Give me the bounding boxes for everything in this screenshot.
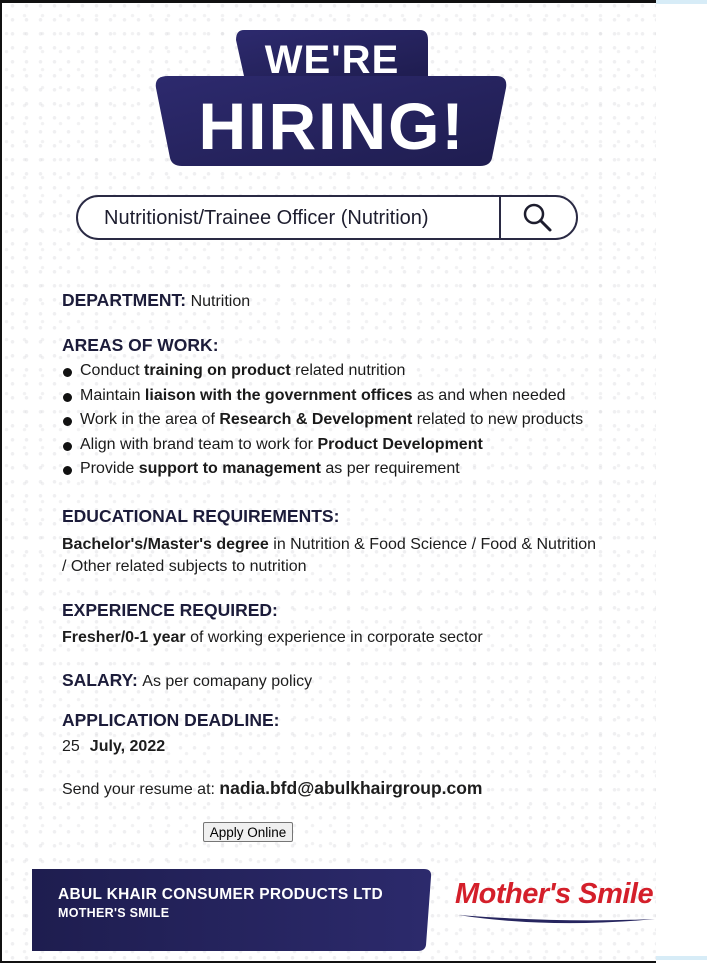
deadline-date: 25 July, 2022 [62,738,166,755]
apply-online-button[interactable]: Apply Online [203,822,293,842]
hiring-banner [152,30,512,170]
salary-label: SALARY: [62,670,138,690]
areas-heading: AREAS OF WORK: [62,335,219,355]
list-item: Work in the area of Research & Development related to new products [62,408,642,433]
education-text: Bachelor's/Master's degree in Nutrition & Food Science / Food & Nutrition / Other related subjects to nutrition [62,536,597,575]
list-item: Maintain liaison with the government offices as and when needed [62,384,642,409]
salary-value: As per comapany policy [142,673,313,690]
mothers-smile-logo [450,875,656,935]
list-item: Conduct training on product related nutrition [62,359,642,384]
experience-text: Fresher/0-1 year of working experience in corporate sector [62,629,483,646]
list-item: Align with brand team to work for Product Development [62,433,642,458]
salary-row [62,670,312,691]
resume-row [62,778,482,799]
right-margin [656,0,707,960]
search-icon[interactable] [520,201,556,235]
resume-email[interactable]: nadia.bfd@abulkhairgroup.com [219,778,483,798]
company-name: ABUL KHAIR CONSUMER PRODUCTS LTD [58,886,384,903]
areas-list [62,359,642,482]
education-heading: EDUCATIONAL REQUIREMENTS: [62,506,340,526]
footer-banner [32,869,432,951]
banner-line1: WE'RE [264,38,400,82]
top-edge [656,0,707,4]
experience-heading: EXPERIENCE REQUIRED: [62,600,278,620]
job-title-search-bar[interactable] [76,195,578,240]
resume-label: Send your resume at: [62,781,220,798]
banner-line2: HIRING! [198,89,466,163]
brand-name: Mother's Smile [455,878,654,910]
list-item: Provide support to management as per requirement [62,457,642,482]
department-row [62,290,250,311]
department-value: Nutrition [190,293,251,310]
company-sub: MOTHER'S SMILE [58,906,170,920]
logo-swoosh-icon [450,909,656,929]
department-label: DEPARTMENT: [62,290,187,310]
deadline-heading: APPLICATION DEADLINE: [62,710,280,730]
search-divider [499,197,501,238]
job-title: Nutritionist/Trainee Officer (Nutrition) [104,207,429,229]
bottom-edge [656,956,707,960]
